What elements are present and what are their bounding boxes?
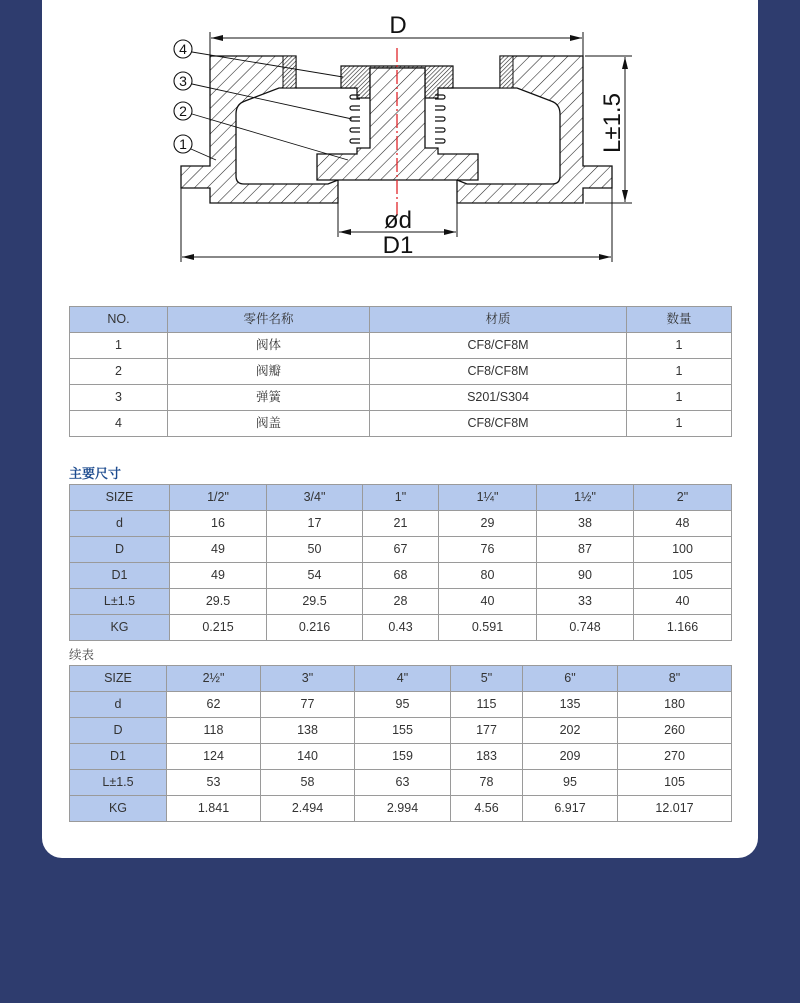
cell-quantity: 1 <box>627 411 732 437</box>
cell-value: 6.917 <box>523 796 618 822</box>
row-label: D <box>70 718 167 744</box>
header-material: 材质 <box>370 307 627 333</box>
callout-2 <box>174 102 348 160</box>
header-size-value: 8" <box>618 666 732 692</box>
cell-value: 58 <box>261 770 355 796</box>
label-L: L±1.5 <box>599 93 626 153</box>
cell-value: 4.56 <box>451 796 523 822</box>
cell-no: 1 <box>70 333 168 359</box>
header-size-value: 1/2" <box>170 485 267 511</box>
cell-value: 100 <box>634 537 732 563</box>
row-label: D1 <box>70 744 167 770</box>
svg-text:4: 4 <box>179 41 187 57</box>
cell-value: 40 <box>634 589 732 615</box>
cell-value: 29.5 <box>170 589 267 615</box>
cell-value: 270 <box>618 744 732 770</box>
cell-value: 49 <box>170 563 267 589</box>
header-size-value: 1¼" <box>439 485 537 511</box>
table-row <box>70 411 732 437</box>
cell-value: 38 <box>537 511 634 537</box>
cell-value: 40 <box>439 589 537 615</box>
dims2-header-row <box>70 666 732 692</box>
parts-header-row <box>70 307 732 333</box>
cell-material: S201/S304 <box>370 385 627 411</box>
cell-value: 177 <box>451 718 523 744</box>
dimensions-table-1 <box>69 484 732 641</box>
cell-part-name: 阀盖 <box>168 411 370 437</box>
header-size-value: 2½" <box>167 666 261 692</box>
table-row <box>70 692 732 718</box>
cell-value: 48 <box>634 511 732 537</box>
header-size: SIZE <box>70 485 170 511</box>
parts-table <box>69 306 732 437</box>
cell-value: 21 <box>363 511 439 537</box>
table-row <box>70 718 732 744</box>
cell-value: 28 <box>363 589 439 615</box>
cell-quantity: 1 <box>627 333 732 359</box>
cell-value: 16 <box>170 511 267 537</box>
label-D: D <box>389 12 407 39</box>
cell-value: 2.494 <box>261 796 355 822</box>
svg-text:1: 1 <box>179 136 187 152</box>
cell-value: 105 <box>618 770 732 796</box>
row-label: d <box>70 692 167 718</box>
table-row <box>70 333 732 359</box>
thread-insert-right <box>500 56 513 88</box>
cell-material: CF8/CF8M <box>370 411 627 437</box>
dims1-header-row <box>70 485 732 511</box>
svg-text:2: 2 <box>179 103 187 119</box>
cell-value: 0.748 <box>537 615 634 641</box>
cell-quantity: 1 <box>627 359 732 385</box>
cell-part-name: 弹簧 <box>168 385 370 411</box>
cell-value: 155 <box>355 718 451 744</box>
header-size-value: 4" <box>355 666 451 692</box>
table-row <box>70 385 732 411</box>
cell-value: 0.43 <box>363 615 439 641</box>
cell-value: 68 <box>363 563 439 589</box>
cell-value: 29.5 <box>267 589 363 615</box>
header-size: SIZE <box>70 666 167 692</box>
cell-no: 4 <box>70 411 168 437</box>
cell-value: 159 <box>355 744 451 770</box>
cell-no: 2 <box>70 359 168 385</box>
cell-value: 0.215 <box>170 615 267 641</box>
header-size-value: 5" <box>451 666 523 692</box>
table-row <box>70 796 732 822</box>
cell-value: 124 <box>167 744 261 770</box>
table-row <box>70 359 732 385</box>
row-label: d <box>70 511 170 537</box>
header-no: NO. <box>70 307 168 333</box>
cell-value: 80 <box>439 563 537 589</box>
cell-value: 0.591 <box>439 615 537 641</box>
cell-value: 0.216 <box>267 615 363 641</box>
header-size-value: 3/4" <box>267 485 363 511</box>
row-label: D1 <box>70 563 170 589</box>
cell-value: 90 <box>537 563 634 589</box>
cell-value: 29 <box>439 511 537 537</box>
header-part-name: 零件名称 <box>168 307 370 333</box>
cell-value: 62 <box>167 692 261 718</box>
cell-value: 67 <box>363 537 439 563</box>
header-size-value: 3" <box>261 666 355 692</box>
cell-part-name: 阀体 <box>168 333 370 359</box>
cell-value: 63 <box>355 770 451 796</box>
continuation-label: 续表 <box>69 648 95 662</box>
header-size-value: 1" <box>363 485 439 511</box>
cell-value: 209 <box>523 744 618 770</box>
table-row <box>70 615 732 641</box>
header-quantity: 数量 <box>627 307 732 333</box>
header-size-value: 6" <box>523 666 618 692</box>
header-size-value: 1½" <box>537 485 634 511</box>
cell-value: 49 <box>170 537 267 563</box>
cell-value: 1.841 <box>167 796 261 822</box>
row-label: L±1.5 <box>70 589 170 615</box>
table-row <box>70 744 732 770</box>
cell-value: 202 <box>523 718 618 744</box>
row-label: KG <box>70 615 170 641</box>
cell-value: 115 <box>451 692 523 718</box>
cell-no: 3 <box>70 385 168 411</box>
table-row <box>70 770 732 796</box>
cell-material: CF8/CF8M <box>370 359 627 385</box>
cell-value: 260 <box>618 718 732 744</box>
svg-text:3: 3 <box>179 73 187 89</box>
cell-value: 33 <box>537 589 634 615</box>
cell-value: 77 <box>261 692 355 718</box>
cell-value: 53 <box>167 770 261 796</box>
cell-value: 17 <box>267 511 363 537</box>
table-row <box>70 563 732 589</box>
dimensions-table-2 <box>69 665 732 822</box>
cell-value: 12.017 <box>618 796 732 822</box>
cell-value: 180 <box>618 692 732 718</box>
row-label: KG <box>70 796 167 822</box>
table-row <box>70 511 732 537</box>
cell-value: 95 <box>523 770 618 796</box>
cell-material: CF8/CF8M <box>370 333 627 359</box>
cell-value: 138 <box>261 718 355 744</box>
thread-insert-left <box>283 56 296 88</box>
cell-value: 76 <box>439 537 537 563</box>
valve-cross-section-drawing <box>0 0 800 280</box>
cell-value: 183 <box>451 744 523 770</box>
table-row <box>70 589 732 615</box>
cell-value: 140 <box>261 744 355 770</box>
cell-value: 2.994 <box>355 796 451 822</box>
cell-quantity: 1 <box>627 385 732 411</box>
cell-value: 87 <box>537 537 634 563</box>
row-label: L±1.5 <box>70 770 167 796</box>
section-title-main-dimensions: 主要尺寸 <box>69 466 122 481</box>
cell-value: 95 <box>355 692 451 718</box>
cell-part-name: 阀瓣 <box>168 359 370 385</box>
cell-value: 1.166 <box>634 615 732 641</box>
cell-value: 50 <box>267 537 363 563</box>
label-D1: D1 <box>382 232 414 259</box>
table-row <box>70 537 732 563</box>
cell-value: 54 <box>267 563 363 589</box>
cell-value: 118 <box>167 718 261 744</box>
header-size-value: 2" <box>634 485 732 511</box>
cell-value: 135 <box>523 692 618 718</box>
label-d: ød <box>383 207 413 234</box>
cell-value: 105 <box>634 563 732 589</box>
row-label: D <box>70 537 170 563</box>
cell-value: 78 <box>451 770 523 796</box>
